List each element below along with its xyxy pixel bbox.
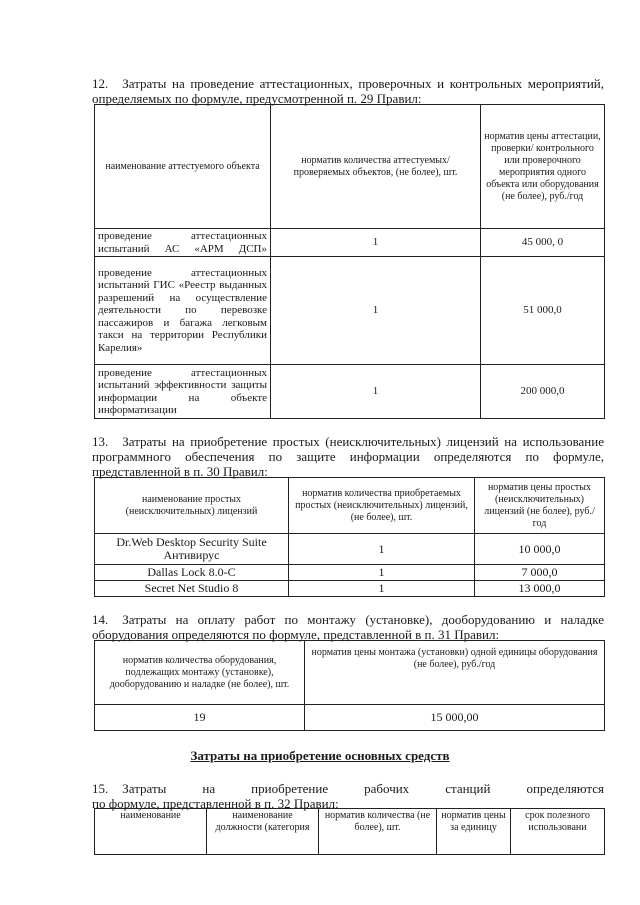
s13-row3-name: Secret Net Studio 8 <box>95 581 289 597</box>
s13-row3-price: 13 000,0 <box>475 581 605 597</box>
s12-header-price: норматив цены аттестации, проверки/ контрольного или проверочного мероприятия одного объекта или оборудования (не более), руб./год <box>481 105 605 229</box>
s13-table <box>94 477 605 597</box>
s13-row2-price: 7 000,0 <box>475 565 605 581</box>
s12-intro-line2: определяемых по формуле, предусмотренной п. 29 Правил: <box>92 91 422 106</box>
s13-header-qty: норматив количества приобретаемых простых (неисключительных) лицензий, (не более), шт. <box>289 478 475 534</box>
s14-row-price: 15 000,00 <box>305 705 605 731</box>
table-row <box>95 257 605 365</box>
s12-number: 12. <box>92 76 109 91</box>
s12-row2-price: 51 000,0 <box>481 257 605 365</box>
table-row <box>95 534 605 565</box>
s15-header-position: наименование должности (категория <box>207 809 319 855</box>
table-row <box>95 705 605 731</box>
s15-number: 15. <box>92 781 109 796</box>
s12-row1-name: проведение аттестационных испытаний АС «АРМ ДСП» <box>95 229 271 257</box>
s13-intro-line1: 13. Затраты на приобретение простых (неисключительных) лицензий на использование <box>92 434 604 449</box>
s13-row1-name: Dr.Web Desktop Security Suite Антивирус <box>95 534 289 565</box>
s13-row1-price: 10 000,0 <box>475 534 605 565</box>
s15-table <box>94 808 605 855</box>
s15-header-lifetime: срок полезного использовани <box>511 809 605 855</box>
s13-intro-line3: представленной в п. 30 Правил: <box>92 464 268 479</box>
s12-row2-qty: 1 <box>271 257 481 365</box>
s13-row1-qty: 1 <box>289 534 475 565</box>
table-row <box>95 565 605 581</box>
s12-row3-price: 200 000,0 <box>481 365 605 419</box>
s13-header-price: норматив цены простых (неисключительных) лицензий (не более), руб./год <box>475 478 605 534</box>
s13-number: 13. <box>92 434 109 449</box>
table-row <box>95 365 605 419</box>
table-row <box>95 229 605 257</box>
table-row <box>95 581 605 597</box>
s12-header-qty: норматив количества аттестуемых/ проверяемых объектов, (не более), шт. <box>271 105 481 229</box>
s12-table <box>94 104 605 419</box>
s14-number: 14. <box>92 612 109 627</box>
section-heading: Затраты на приобретение основных средств <box>190 748 450 763</box>
s15-intro-line1: 15. Затраты на приобретение рабочих станций определяются <box>92 781 604 796</box>
s15-header-qty: норматив количества (не более), шт. <box>319 809 437 855</box>
s13-row2-name: Dallas Lock 8.0-С <box>95 565 289 581</box>
s15-header-price: норматив цены за единицу <box>437 809 511 855</box>
s14-table <box>94 640 605 731</box>
s12-row1-qty: 1 <box>271 229 481 257</box>
s12-row1-price: 45 000, 0 <box>481 229 605 257</box>
s12-row3-name: проведение аттестационных испытаний эффективности защиты информации на объекте информатизации <box>95 365 271 419</box>
s13-header-name: наименование простых (неисключительных) лицензий <box>95 478 289 534</box>
s14-intro-line2: оборудования определяются по формуле, представленной в п. 31 Правил: <box>92 627 500 642</box>
s13-row3-qty: 1 <box>289 581 475 597</box>
s14-header-qty: норматив количества оборудования, подлежащих монтажу (установке), дооборудованию и наладке (не более), шт. <box>95 641 305 705</box>
s12-row3-qty: 1 <box>271 365 481 419</box>
s15-intro-line2: по формуле, представленной в п. 32 Правил: <box>92 796 339 811</box>
s15-header-name: наименование <box>95 809 207 855</box>
s14-intro-line1: 14. Затраты на оплату работ по монтажу (установке), дооборудованию и наладке <box>92 612 604 627</box>
s14-header-price: норматив цены монтажа (установки) одной единицы оборудования (не более), руб./год <box>305 641 605 705</box>
s12-intro-line1: 12. Затраты на проведение аттестационных, проверочных и контрольных мероприятий, <box>92 76 604 91</box>
s12-header-name: наименование аттестуемого объекта <box>95 105 271 229</box>
s14-row-qty: 19 <box>95 705 305 731</box>
s13-row2-qty: 1 <box>289 565 475 581</box>
s13-intro-line2: программного обеспечения по защите информации определяются по формуле, <box>92 449 604 464</box>
s12-row2-name: проведение аттестационных испытаний ГИС «Реестр выданных разрешений на осуществление деятельности по перевозке пассажиров и багажа легковым такси на территории Республики Карелия» <box>95 257 271 365</box>
